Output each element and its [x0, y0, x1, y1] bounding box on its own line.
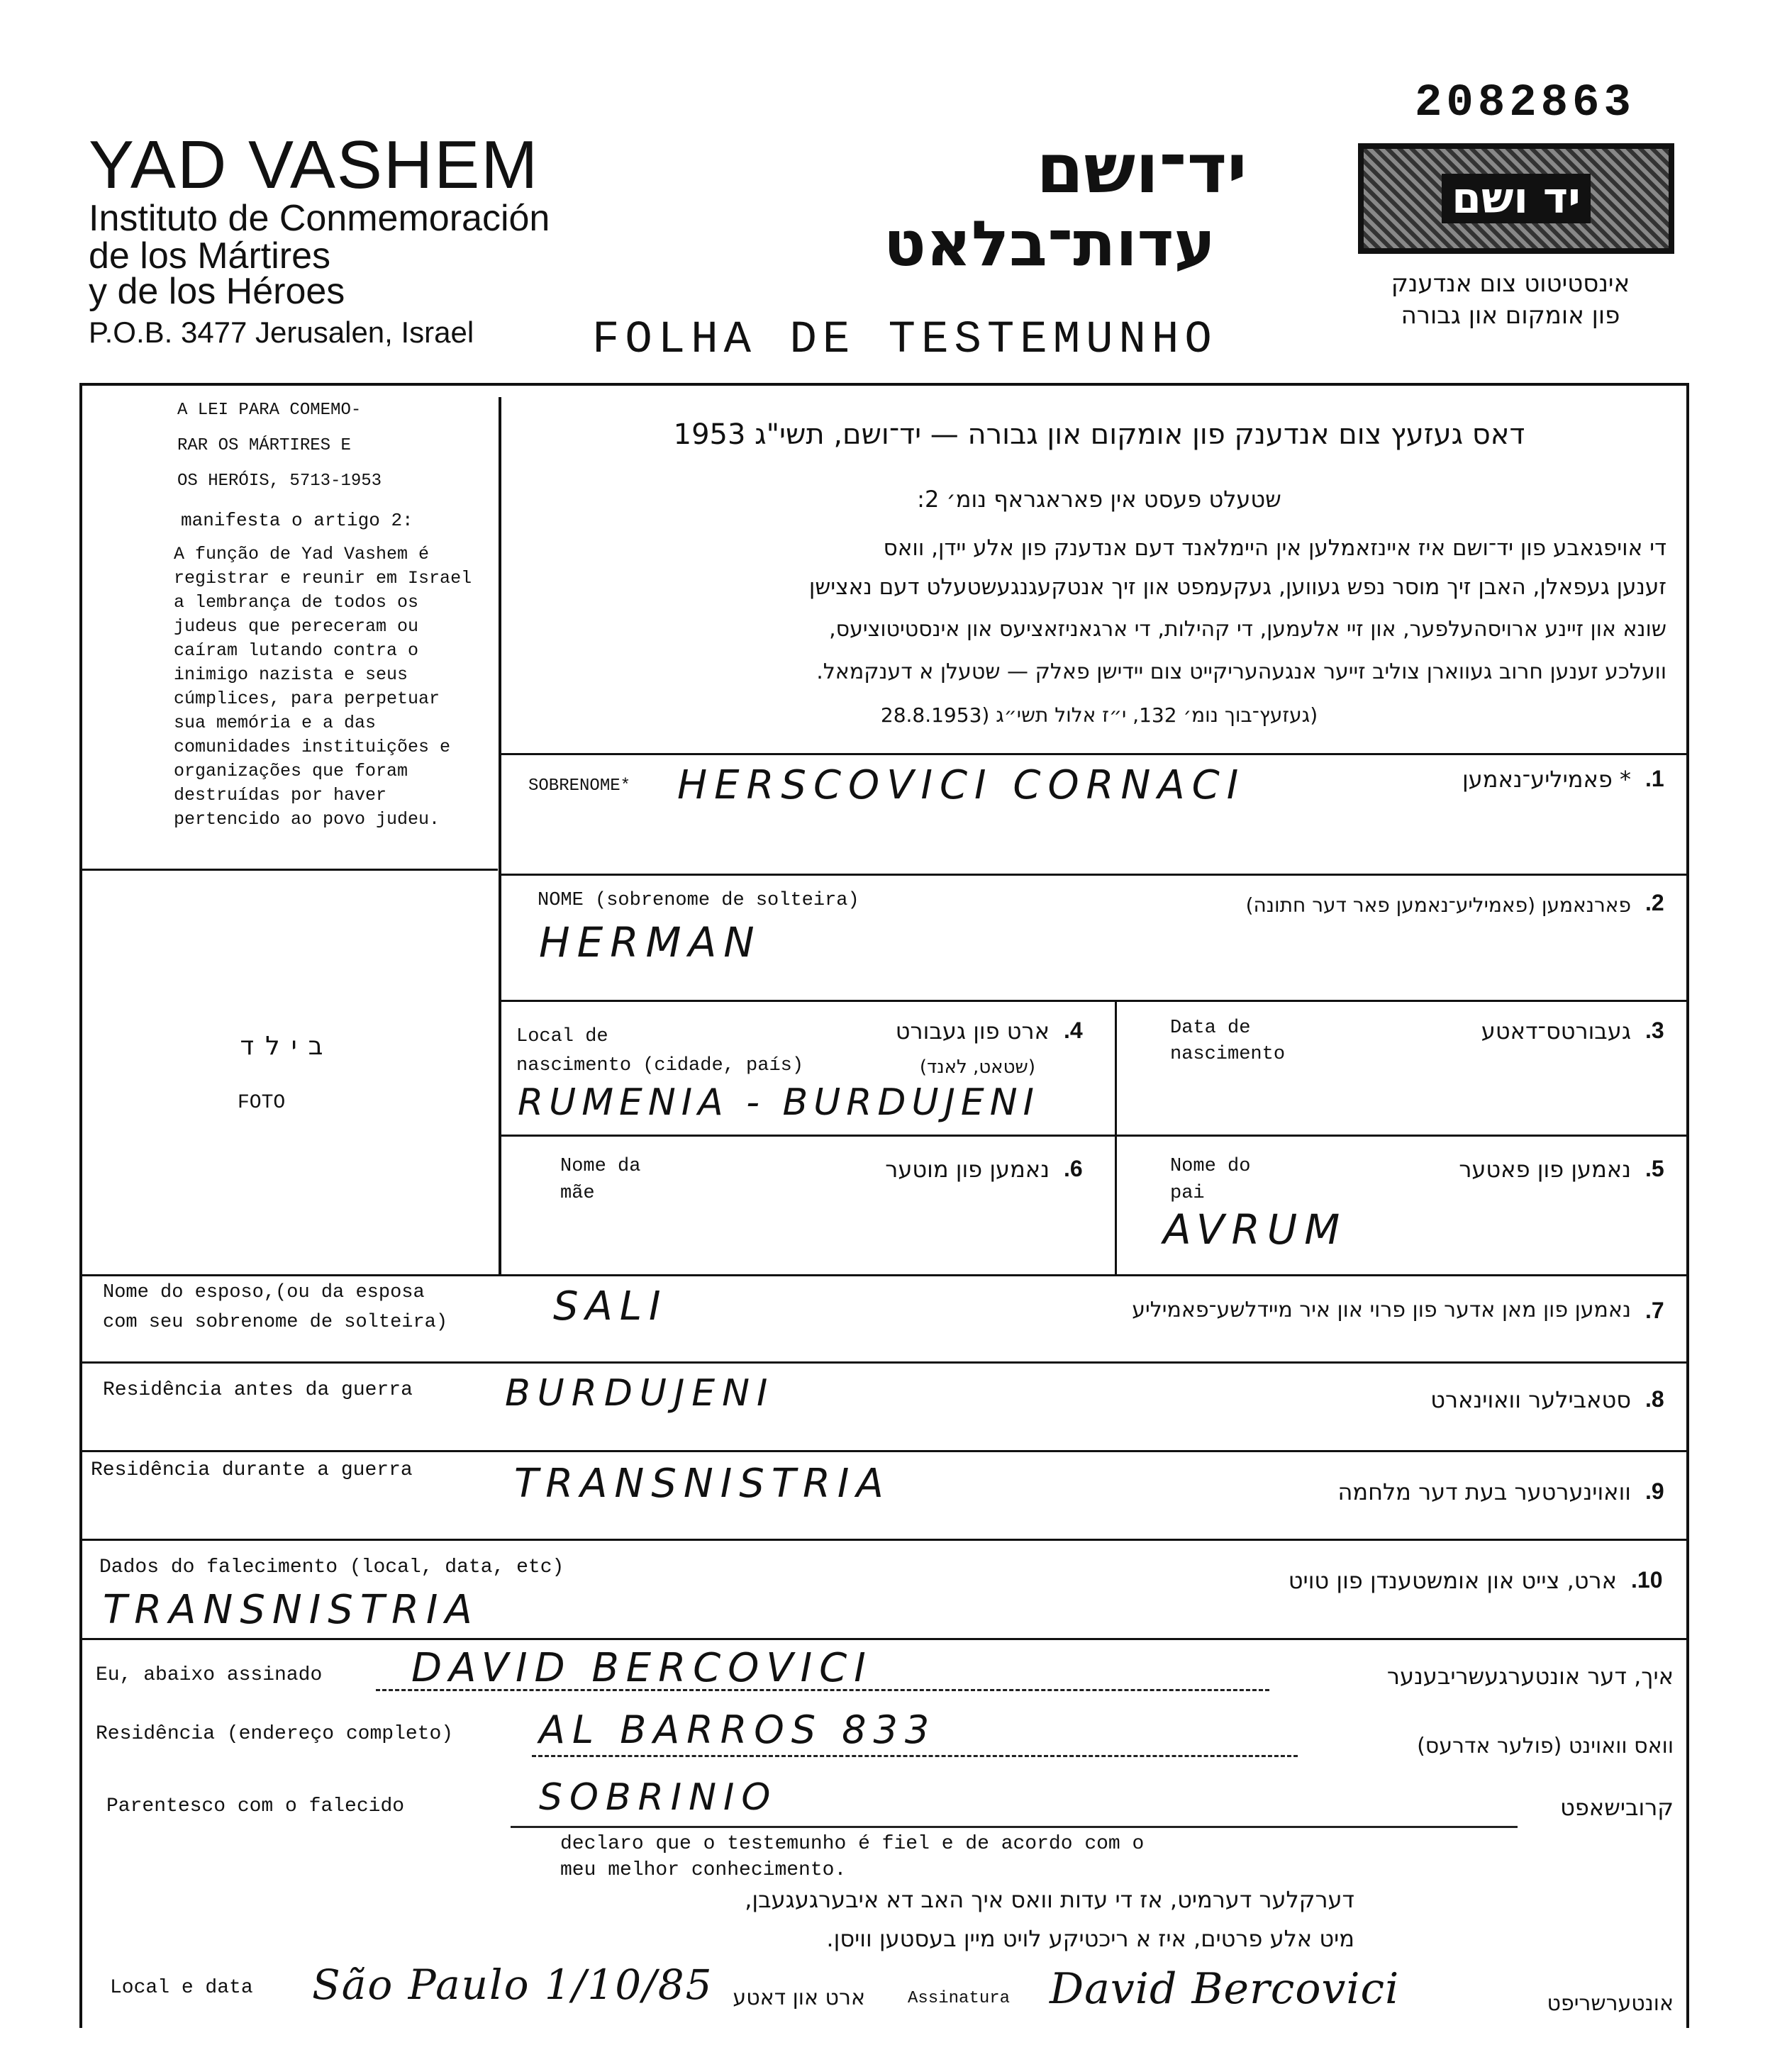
field-3-label-1: Data de [1170, 1018, 1251, 1039]
signature-label: Assinatura [908, 1989, 1011, 2008]
place-date-label: Local e data [110, 1977, 253, 1999]
field-9-number: .9 [1645, 1478, 1664, 1504]
org-subtitle-3: y de los Héroes [89, 271, 345, 312]
law-hebrew-citation: (געזעץ־בוך נומ׳ 132, י״ז אלול תשי״ג (28.8.1953 [880, 703, 1318, 727]
field-6-hebrew-label: נאמען פון מוטער [885, 1156, 1050, 1183]
serial-number: 2082863 [1415, 78, 1635, 129]
place-date-hebrew: ארט און דאטע [733, 1985, 865, 2010]
hebrew-title-2: עדות־בלאט [884, 207, 1215, 280]
field-1-value[interactable]: HERSCOVICI CORNACI [677, 762, 1246, 808]
field-7-number: .7 [1645, 1298, 1664, 1323]
form-title: FOLHA DE TESTEMUNHO [592, 315, 1218, 366]
field-5-number: .5 [1645, 1156, 1664, 1181]
field-1-hebrew-label: * פאמיליע־נאמען [1462, 766, 1631, 793]
field-4-hebrew-sublabel: (שטאט, לאנד) [919, 1057, 1035, 1078]
field-4-label-2: nascimento (cidade, país) [516, 1055, 804, 1076]
declaration-line-2: meu melhor conhecimento. [560, 1859, 847, 1881]
law-hebrew-subtitle: שטעלט פעסט אין פאראגראף נומ׳ 2: [917, 486, 1281, 513]
field-3-label-2: nascimento [1170, 1044, 1286, 1065]
field-5-hebrew-label: נאמען פון פאטער [1459, 1156, 1631, 1183]
declarant-name-label: Eu, abaixo assinado [96, 1664, 323, 1686]
field-4-label-1: Local de [516, 1026, 608, 1047]
law-hebrew-line-2: זענען געפאלן, האבן זיך מוסר נפש געווען, געקעמפט און זיך אנטקעגנגעשטעלט דעם נאצישן [808, 574, 1666, 600]
law-hebrew-line-1: די אויפגאבע פון יד־ושם איז איינזאמלען אין היימלאנד דעם אנדענק פון אלע יידן, וואס [883, 535, 1666, 561]
field-6-label-1: Nome da [560, 1156, 641, 1177]
law-line-1: A LEI PARA COMEMO- [177, 401, 362, 420]
field-7-label-1: Nome do esposo,(ou da esposa [103, 1282, 425, 1303]
field-5-label-1: Nome do [1170, 1156, 1251, 1177]
field-10-hebrew-label: ארט, צייט און אומשטענדן פון טויט [1288, 1567, 1617, 1594]
org-name: YAD VASHEM [89, 127, 540, 203]
declarant-name-hebrew: איך, דער אונטערגעשריבענער [1386, 1663, 1674, 1690]
photo-hebrew-label: בילד [240, 1032, 335, 1061]
relation-value[interactable]: SOBRINIO [539, 1776, 778, 1819]
field-9-label: Residência durante a guerra [91, 1459, 413, 1481]
field-1-label: SOBRENOME* [528, 776, 631, 796]
field-9-hebrew-label: וואוינערטער בעת דער מלחמה [1337, 1478, 1631, 1505]
field-10-number: .10 [1631, 1567, 1663, 1593]
field-4-number: .4 [1064, 1018, 1083, 1043]
field-2-number: .2 [1645, 890, 1664, 915]
yad-vashem-logo [1358, 143, 1674, 254]
field-3-number: .3 [1645, 1018, 1664, 1043]
residence-hebrew: וואס וואוינט (פולער אדרעס) [1417, 1734, 1674, 1759]
law-hebrew-title: דאס געזעץ צום אנדענק פון אומקום און גבורה — יד־ושם, תשי"ג 1953 [673, 418, 1525, 451]
field-7-value[interactable]: SALI [553, 1283, 668, 1330]
law-line-4: manifesta o artigo 2: [181, 510, 413, 531]
field-2-hebrew-label: פארנאמען (פאמיליע־נאמען פאר דער חתונה) [1245, 893, 1631, 917]
relation-hebrew: קרובישאפט [1560, 1794, 1674, 1821]
field-6-number: .6 [1064, 1156, 1083, 1181]
law-text: A função de Yad Vashem é registrar e reunir em Israel a lembrança de todos os judeus que pereceram ou caíram lutando contra o inimigo nazista e seus cúmplices, para perpetuar sua memória e a das comunidades instituições e organizações que foram destruídas por haver pertencido ao povo judeu. [174, 544, 472, 830]
field-4-hebrew-label: ארט פון געבורט [895, 1018, 1050, 1044]
field-3-hebrew-label: געבורטס־דאטע [1481, 1018, 1631, 1044]
field-10-label: Dados do falecimento (local, data, etc) [99, 1556, 564, 1578]
field-8-number: .8 [1645, 1386, 1664, 1412]
field-6-label-2: mãe [560, 1183, 595, 1204]
residence-label: Residência (endereço completo) [96, 1723, 454, 1745]
photo-label: FOTO [238, 1092, 286, 1114]
law-line-3: OS HERÓIS, 5713-1953 [177, 472, 382, 491]
signature-hebrew: אונטערשריפט [1547, 1991, 1674, 2016]
field-8-hebrew-label: סטאבילער וואוינארט [1430, 1386, 1631, 1413]
field-9-value[interactable]: TRANSNISTRIA [514, 1461, 891, 1507]
field-5-label-2: pai [1170, 1183, 1205, 1204]
law-hebrew-line-3: שונא און זיינע ארויסהעלפער, און זיי אלעמען, די קהילות, די ארגאניזאציעס און אינסטיטוציעס, [829, 617, 1666, 642]
field-7-hebrew-label: נאמען פון מאן אדער פון פרוי און איר מיידלשע־פאמיליע [1132, 1298, 1631, 1322]
field-10-value[interactable]: TRANSNISTRIA [103, 1587, 479, 1633]
declarant-name-value[interactable]: DAVID BERCOVICI [411, 1645, 873, 1691]
declaration-hebrew-1: דערקלער דערמיט, אז די עדות וואס איך האב דא איבערגעגעבן, [745, 1886, 1354, 1913]
declaration-hebrew-2: מיט אלע פרטים, איז א ריכטיקע לויט מיין בעסטען וויסן. [826, 1925, 1354, 1952]
hebrew-title-1: יד־ושם [1036, 129, 1247, 208]
field-7-label-2: com seu sobrenome de solteira) [103, 1312, 448, 1333]
relation-label: Parentesco com o falecido [106, 1795, 405, 1817]
field-8-label: Residência antes da guerra [103, 1379, 413, 1401]
org-subtitle-2: de los Mártires [89, 235, 330, 277]
field-1-number: .1 [1645, 766, 1664, 791]
org-subtitle-1: Instituto de Conmemoración [89, 198, 550, 239]
org-address: P.O.B. 3477 Jerusalen, Israel [89, 316, 474, 349]
residence-value[interactable]: AL BARROS 833 [539, 1707, 937, 1752]
signature-value[interactable]: David Bercovici [1050, 1964, 1400, 2014]
field-2-value[interactable]: HERMAN [539, 918, 762, 966]
field-4-value[interactable]: RUMENIA - BURDUJENI [518, 1081, 1040, 1124]
field-5-value[interactable]: AVRUM [1163, 1205, 1347, 1254]
field-8-value[interactable]: BURDUJENI [505, 1372, 775, 1415]
field-2-label: NOME (sobrenome de solteira) [538, 890, 859, 911]
institute-hebrew-2: פון אומקום און גבורה [1401, 301, 1620, 330]
logo-text: יד ושם [1442, 174, 1591, 223]
law-line-2: RAR OS MÁRTIRES E [177, 436, 351, 455]
place-date-value[interactable]: São Paulo 1/10/85 [312, 1961, 713, 2009]
law-hebrew-line-4: וועלכע זענען חרוב געווארן צוליב זייער אנגעהעריקייט צום יידישן פאלק — שטעלן א דענקמאל. [816, 659, 1666, 684]
declaration-line-1: declaro que o testemunho é fiel e de acordo com o [560, 1833, 1145, 1855]
institute-hebrew-1: אינסטיטוט צום אנדענק [1391, 269, 1630, 298]
